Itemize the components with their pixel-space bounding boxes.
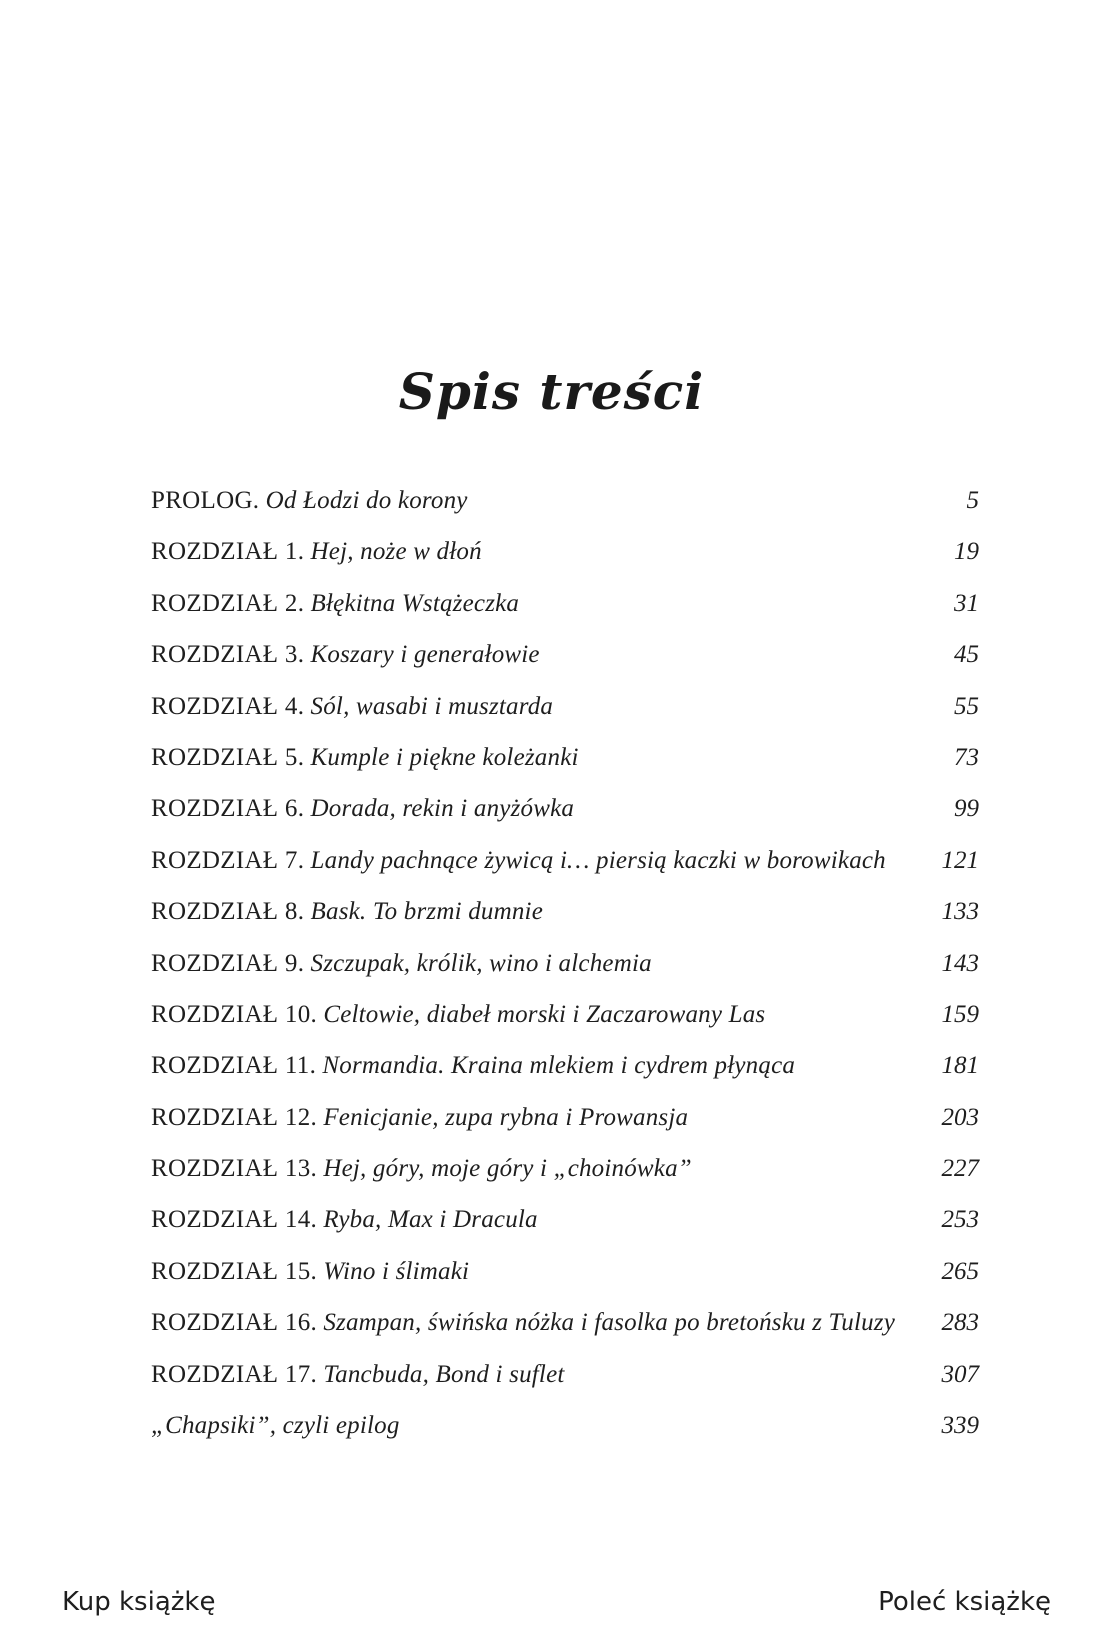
toc-entry-label: ROZDZIAŁ 1. (151, 538, 305, 566)
toc-entry-label: ROZDZIAŁ 4. (151, 692, 305, 720)
toc-entry-chapter-1 (151, 537, 979, 588)
toc-entry-page: 19 (954, 538, 979, 566)
toc-entry-page: 159 (941, 1000, 979, 1028)
toc-entry-title: Celtowie, diabeł morski i Zaczarowany Las (323, 1000, 766, 1028)
toc-entry-label: ROZDZIAŁ 3. (151, 641, 305, 669)
toc-entry-chapter-7 (151, 846, 979, 897)
toc-entry-label: ROZDZIAŁ 13. (151, 1155, 318, 1183)
toc-entry-label: ROZDZIAŁ 16. (151, 1309, 318, 1337)
toc-entry-title: Kumple i piękne koleżanki (310, 743, 579, 771)
toc-entry-page: 45 (954, 641, 979, 669)
toc-entry-title: Wino i ślimaki (323, 1257, 470, 1285)
toc-entry-label: ROZDZIAŁ 12. (151, 1103, 318, 1131)
toc-entry-title: Landy pachnące żywicą i… piersią kaczki w borowikach (310, 846, 886, 874)
toc-entry-page: 5 (966, 487, 979, 514)
toc-entry-title: „Chapsiki”, czyli epilog (151, 1412, 400, 1440)
toc-entry-page: 99 (954, 795, 979, 823)
toc-entry-title: Hej, góry, moje góry i „choinówka” (323, 1155, 692, 1183)
toc-entry-chapter-3 (151, 640, 979, 691)
toc-entry-chapter-17 (151, 1360, 979, 1411)
toc-entry-page: 203 (941, 1103, 979, 1131)
toc-entry-chapter-12 (151, 1103, 979, 1154)
toc-entry-label: ROZDZIAŁ 11. (151, 1052, 317, 1080)
toc-entry-page: 265 (941, 1257, 979, 1285)
toc-entry-label: ROZDZIAŁ 10. (151, 1000, 318, 1028)
toc-entry-title: Normandia. Kraina mlekiem i cydrem płynąca (322, 1052, 796, 1080)
toc-entry-page: 339 (941, 1412, 979, 1440)
toc-entry-page: 283 (941, 1309, 979, 1337)
toc-entry-title: Sól, wasabi i musztarda (310, 692, 554, 720)
toc-entry-page: 227 (941, 1155, 979, 1183)
toc-entry-label: ROZDZIAŁ 2. (151, 589, 305, 617)
toc-entry-chapter-6 (151, 794, 979, 845)
toc-entry-title: Szampan, świńska nóżka i fasolka po bretońsku z Tuluzy (323, 1309, 896, 1337)
toc-entry-title: Dorada, rekin i anyżówka (310, 795, 575, 823)
toc-entry-title: Fenicjanie, zupa rybna i Prowansja (323, 1103, 689, 1131)
toc-entry-chapter-4 (151, 692, 979, 743)
toc-entry-chapter-10 (151, 1000, 979, 1051)
toc-entry-page: 307 (941, 1360, 979, 1388)
toc-entry-page: 31 (954, 589, 979, 617)
toc-entry-title: Bask. To brzmi dumnie (310, 898, 543, 926)
toc-entry-epilog (151, 1411, 979, 1462)
table-of-contents (151, 486, 979, 1462)
toc-entry-label: ROZDZIAŁ 14. (151, 1206, 318, 1234)
buy-book-link[interactable]: Kup książkę (62, 1587, 216, 1617)
toc-entry-label: PROLOG. (151, 487, 260, 514)
toc-entry-label: ROZDZIAŁ 7. (151, 846, 305, 874)
toc-entry-title: Hej, noże w dłoń (310, 538, 482, 566)
toc-entry-page: 253 (941, 1206, 979, 1234)
toc-entry-page: 181 (941, 1052, 979, 1080)
recommend-book-link[interactable]: Poleć książkę (878, 1587, 1051, 1617)
toc-entry-page: 143 (941, 949, 979, 977)
toc-entry-title: Szczupak, królik, wino i alchemia (310, 949, 652, 977)
toc-entry-title: Koszary i generałowie (310, 641, 540, 669)
toc-entry-label: ROZDZIAŁ 6. (151, 795, 305, 823)
toc-entry-chapter-15 (151, 1257, 979, 1308)
toc-entry-label: ROZDZIAŁ 5. (151, 743, 305, 771)
toc-entry-chapter-13 (151, 1154, 979, 1205)
toc-entry-label: ROZDZIAŁ 17. (151, 1360, 318, 1388)
toc-entry-chapter-11 (151, 1051, 979, 1102)
toc-entry-chapter-2 (151, 589, 979, 640)
toc-entry-chapter-9 (151, 949, 979, 1000)
toc-entry-chapter-14 (151, 1205, 979, 1256)
toc-entry-title: Od Łodzi do korony (265, 487, 468, 514)
page-title: Spis treści (398, 362, 705, 421)
toc-entry-title: Błękitna Wstążeczka (310, 589, 520, 617)
toc-entry-page: 121 (941, 846, 979, 874)
toc-entry-label: ROZDZIAŁ 9. (151, 949, 305, 977)
toc-entry-label: ROZDZIAŁ 8. (151, 898, 305, 926)
toc-entry-page: 55 (954, 692, 979, 720)
toc-entry-chapter-5 (151, 743, 979, 794)
toc-entry-label: ROZDZIAŁ 15. (151, 1257, 318, 1285)
toc-entry-page: 133 (941, 898, 979, 926)
toc-entry-prolog (151, 486, 979, 537)
toc-entry-page: 73 (954, 743, 979, 771)
toc-entry-chapter-16 (151, 1308, 979, 1359)
toc-entry-chapter-8 (151, 897, 979, 948)
toc-entry-title: Tancbuda, Bond i suflet (323, 1360, 565, 1388)
toc-entry-title: Ryba, Max i Dracula (323, 1206, 538, 1234)
